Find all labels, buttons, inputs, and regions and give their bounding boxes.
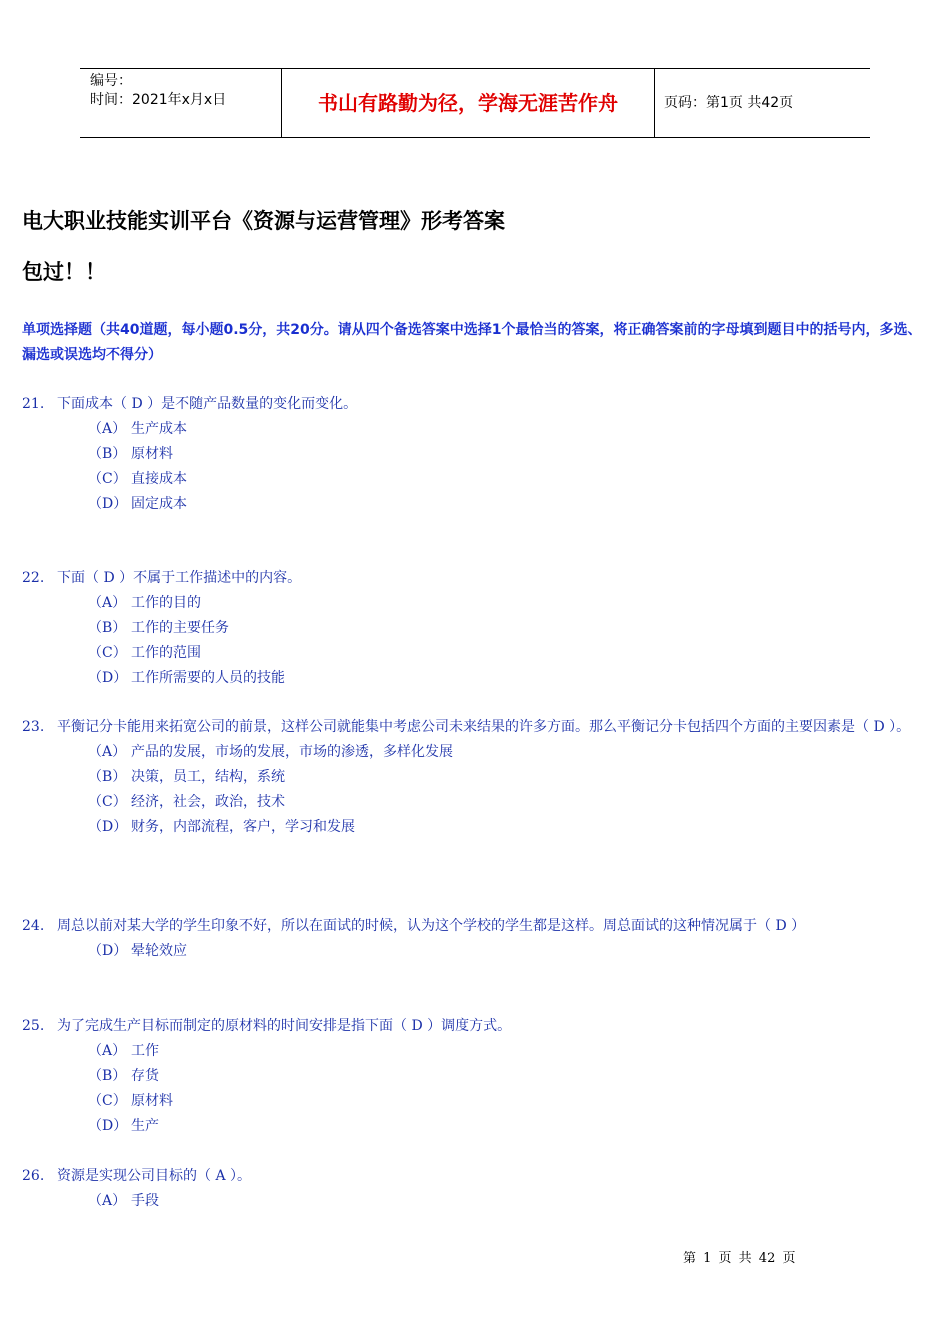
question-item	[22, 566, 932, 691]
question-number: 21.	[22, 396, 45, 412]
option-text: 原材料	[131, 1093, 173, 1109]
answer-option	[88, 1039, 932, 1064]
option-text: 工作的范围	[131, 645, 201, 661]
option-text: 晕轮效应	[131, 943, 187, 959]
time-label: 时间：2021年x月x日	[90, 92, 227, 108]
option-text: 工作	[131, 1043, 159, 1059]
answer-option	[88, 417, 932, 442]
option-label: （A）	[88, 421, 127, 437]
question-item	[22, 392, 932, 517]
answer-option	[88, 442, 932, 467]
option-text: 产品的发展，市场的发展，市场的渗透，多样化发展	[131, 744, 453, 760]
option-text: 原材料	[131, 446, 173, 462]
question-item	[22, 914, 932, 964]
question-text: 下面成本（ D ）是不随产品数量的变化而变化。	[57, 396, 358, 412]
option-label: （A）	[88, 1193, 127, 1209]
answer-option	[88, 591, 932, 616]
question-stem	[22, 392, 932, 417]
question-number: 24.	[22, 918, 45, 934]
option-text: 工作所需要的人员的技能	[131, 670, 285, 686]
option-text: 固定成本	[131, 496, 187, 512]
answer-option	[88, 641, 932, 666]
question-stem	[22, 914, 932, 939]
answer-option	[88, 740, 932, 765]
option-label: （D）	[88, 943, 128, 959]
option-label: （B）	[88, 620, 127, 636]
option-text: 生产成本	[131, 421, 187, 437]
option-label: （B）	[88, 769, 127, 785]
option-label: （D）	[88, 496, 128, 512]
document-subtitle: 包过！！	[22, 260, 106, 284]
option-text: 工作的目的	[131, 595, 201, 611]
question-text: 平衡记分卡能用来拓宽公司的前景，这样公司就能集中考虑公司未来结果的许多方面。那么平衡记分卡包括四个方面的主要因素是（ D ）。	[57, 719, 911, 735]
option-label: （A）	[88, 744, 127, 760]
option-label: （A）	[88, 595, 127, 611]
option-label: （A）	[88, 1043, 127, 1059]
question-text: 资源是实现公司目标的（ A ）。	[57, 1168, 252, 1184]
question-stem	[22, 1014, 932, 1039]
section-instructions: 单项选择题（共40道题，每小题0.5分，共20分。请从四个备选答案中选择1个最恰当的答案，将正确答案前的字母填到题目中的括号内，多选、漏选或误选均不得分）	[22, 322, 922, 363]
question-number: 23.	[22, 719, 45, 735]
document-title: 电大职业技能实训平台《资源与运营管理》形考答案	[22, 209, 505, 233]
header-info	[90, 72, 226, 110]
question-text: 为了完成生产目标而制定的原材料的时间安排是指下面（ D ）调度方式。	[57, 1018, 512, 1034]
code-label: 编号：	[90, 73, 132, 89]
question-number: 26.	[22, 1168, 45, 1184]
option-text: 存货	[131, 1068, 159, 1084]
header-divider	[654, 69, 655, 137]
question-text: 周总以前对某大学的学生印象不好，所以在面试的时候，认为这个学校的学生都是这样。周总面试的这种情况属于（ D ）	[57, 918, 806, 934]
answer-option	[88, 1189, 932, 1214]
answer-option	[88, 1089, 932, 1114]
option-label: （B）	[88, 446, 127, 462]
answer-option	[88, 1064, 932, 1089]
option-label: （C）	[88, 794, 127, 810]
question-number: 22.	[22, 570, 45, 586]
option-text: 决策，员工，结构，系统	[131, 769, 285, 785]
option-text: 工作的主要任务	[131, 620, 229, 636]
option-text: 经济，社会，政治，技术	[131, 794, 285, 810]
option-label: （C）	[88, 645, 127, 661]
answer-option	[88, 492, 932, 517]
question-stem	[22, 1164, 932, 1189]
question-text: 下面（ D ）不属于工作描述中的内容。	[57, 570, 302, 586]
question-number: 25.	[22, 1018, 45, 1034]
answer-option	[88, 616, 932, 641]
answer-option	[88, 467, 932, 492]
question-item	[22, 715, 932, 840]
answer-option	[88, 765, 932, 790]
answer-option	[88, 815, 932, 840]
option-label: （D）	[88, 1118, 128, 1134]
question-item	[22, 1014, 932, 1139]
option-text: 财务，内部流程，客户，学习和发展	[131, 819, 355, 835]
answer-option	[88, 666, 932, 691]
document-header	[80, 68, 870, 138]
option-label: （B）	[88, 1068, 127, 1084]
option-label: （C）	[88, 471, 127, 487]
option-text: 生产	[131, 1118, 159, 1134]
question-stem	[22, 715, 932, 740]
option-label: （D）	[88, 819, 128, 835]
option-text: 手段	[131, 1193, 159, 1209]
answer-option	[88, 1114, 932, 1139]
page-footer: 第 1 页 共 42 页	[683, 1251, 796, 1266]
answer-option	[88, 939, 932, 964]
option-label: （C）	[88, 1093, 127, 1109]
option-label: （D）	[88, 670, 128, 686]
header-page-number: 页码：第1页 共42页	[664, 95, 794, 111]
option-text: 直接成本	[131, 471, 187, 487]
question-stem	[22, 566, 932, 591]
answer-option	[88, 790, 932, 815]
question-item	[22, 1164, 932, 1214]
header-motto: 书山有路勤为径，学海无涯苦作舟	[318, 91, 618, 115]
